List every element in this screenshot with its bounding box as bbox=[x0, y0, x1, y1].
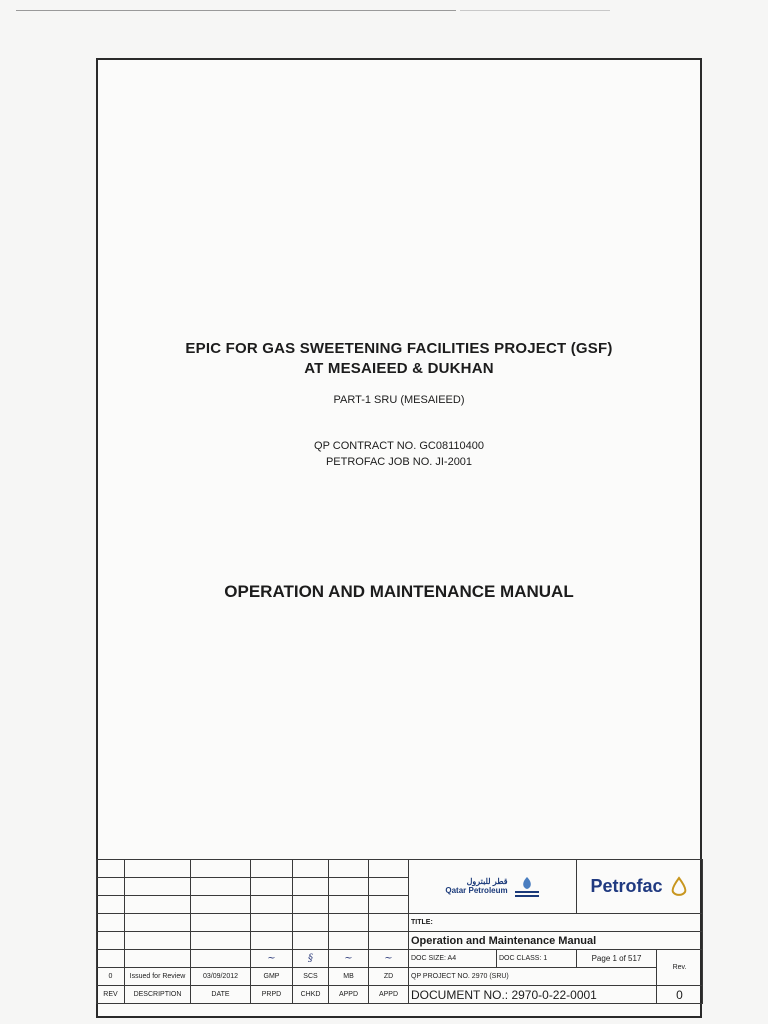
qp-english-name: Qatar Petroleum bbox=[445, 885, 508, 895]
prpd-signature: ~ bbox=[251, 950, 293, 968]
project-title-line2: AT MESAIEED & DUKHAN bbox=[304, 360, 494, 377]
header-chkd: CHKD bbox=[293, 986, 329, 1004]
header-appd2: APPD bbox=[369, 986, 409, 1004]
row-chkd: SCS bbox=[293, 968, 329, 986]
doc-class: DOC CLASS: 1 bbox=[497, 950, 577, 968]
header-description: DESCRIPTION bbox=[125, 986, 191, 1004]
appd2-signature: ~ bbox=[369, 950, 409, 968]
row-description: Issued for Review bbox=[125, 968, 191, 986]
qp-flame-icon bbox=[514, 875, 540, 899]
petrofac-drop-icon bbox=[669, 876, 689, 898]
contract-number: QP CONTRACT NO. GC08110400 bbox=[314, 440, 484, 452]
rev-value: 0 bbox=[657, 986, 703, 1004]
project-title-line1: EPIC FOR GAS SWEETENING FACILITIES PROJECT (GSF) bbox=[185, 340, 613, 357]
scan-edge-line bbox=[16, 10, 456, 11]
row-rev: 0 bbox=[97, 968, 125, 986]
petrofac-logo bbox=[577, 860, 703, 914]
title-block bbox=[96, 859, 703, 1004]
row-appd1: MB bbox=[329, 968, 369, 986]
header-rev: REV bbox=[97, 986, 125, 1004]
title-value: Operation and Maintenance Manual bbox=[409, 932, 703, 950]
doc-size: DOC SIZE: A4 bbox=[409, 950, 497, 968]
header-prpd: PRPD bbox=[251, 986, 293, 1004]
appd1-signature: ~ bbox=[329, 950, 369, 968]
chkd-signature: § bbox=[293, 950, 329, 968]
qp-project-number: QP PROJECT NO. 2970 (SRU) bbox=[409, 968, 657, 986]
document-title: OPERATION AND MAINTENANCE MANUAL bbox=[224, 582, 574, 601]
header-date: DATE bbox=[191, 986, 251, 1004]
petrofac-name: Petrofac bbox=[590, 876, 663, 896]
document-number: DOCUMENT NO.: 2970-0-22-0001 bbox=[409, 986, 657, 1004]
project-part: PART-1 SRU (MESAIEED) bbox=[333, 394, 465, 406]
row-appd2: ZD bbox=[369, 968, 409, 986]
qatar-petroleum-logo bbox=[409, 860, 577, 914]
job-number: PETROFAC JOB NO. JI-2001 bbox=[325, 456, 473, 468]
qp-arabic-name: قطر للبترول bbox=[466, 876, 508, 886]
page-count: Page 1 of 517 bbox=[577, 950, 657, 968]
row-prpd: GMP bbox=[251, 968, 293, 986]
scan-edge-line bbox=[460, 10, 610, 11]
header-appd1: APPD bbox=[329, 986, 369, 1004]
rev-label: Rev. bbox=[657, 950, 703, 986]
title-label: TITLE: bbox=[409, 914, 703, 932]
row-date: 03/09/2012 bbox=[191, 968, 251, 986]
